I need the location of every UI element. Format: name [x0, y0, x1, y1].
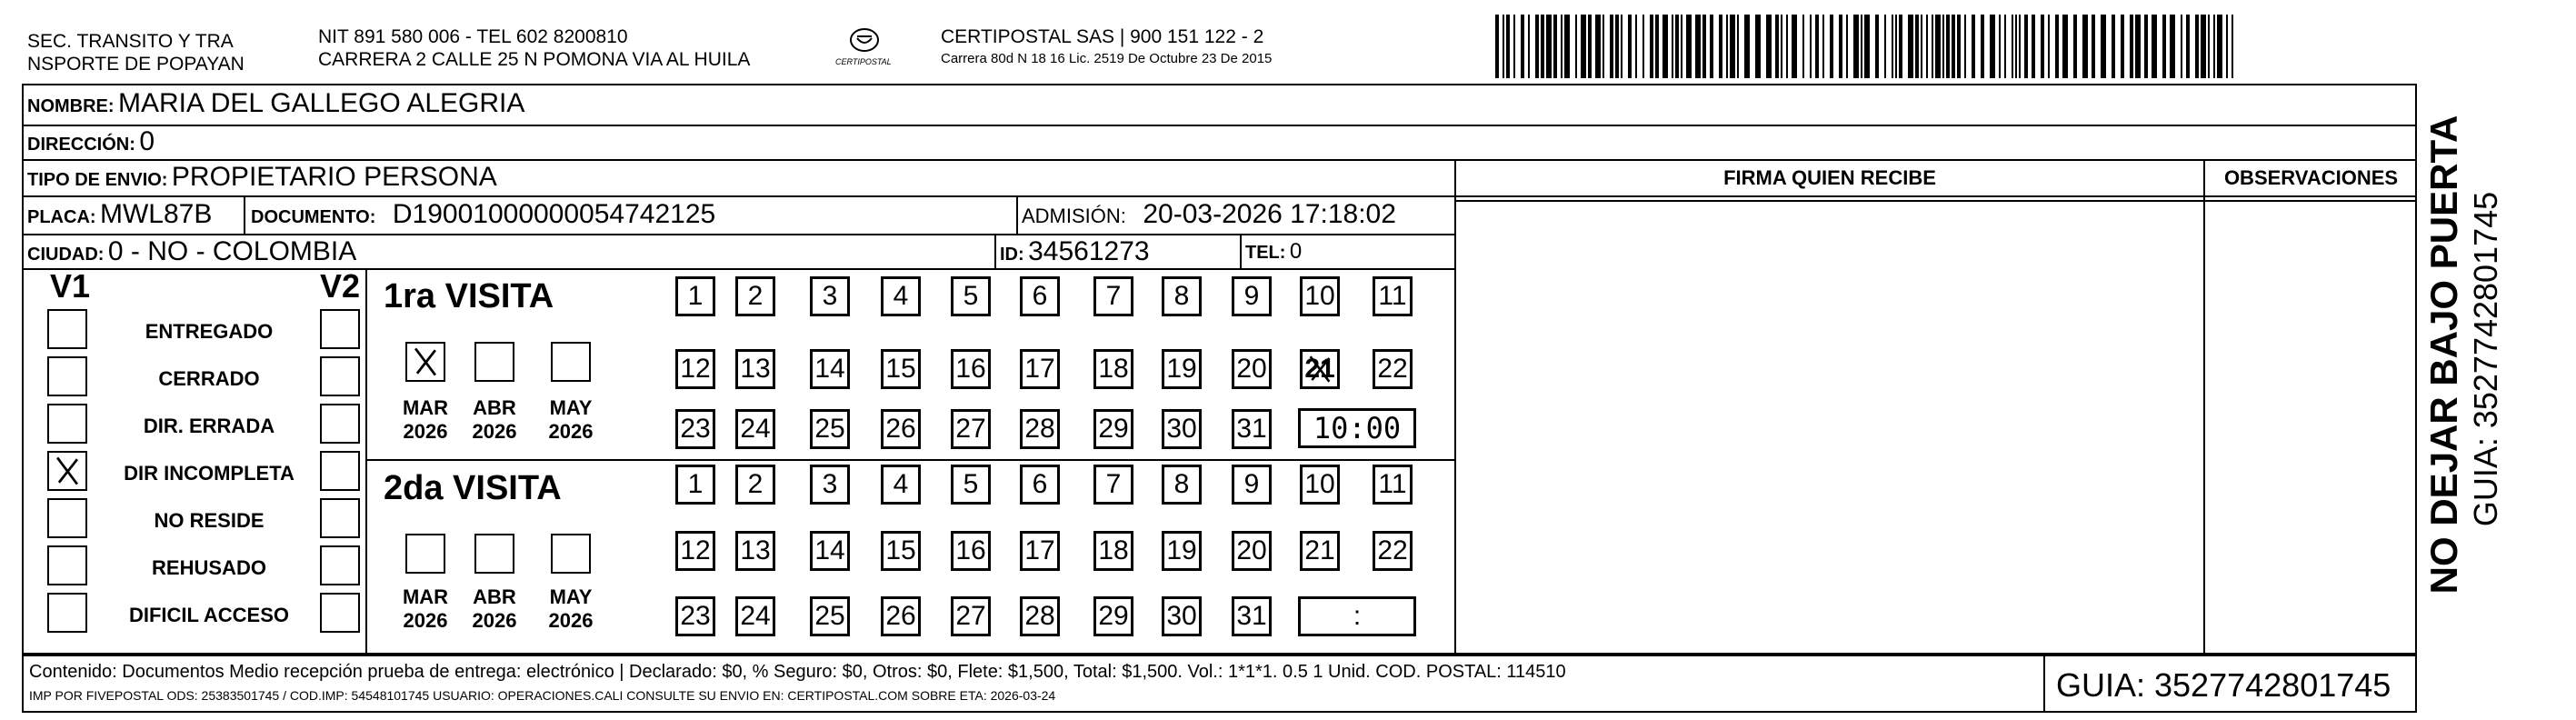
visit2-day-box[interactable]: 9 — [1232, 465, 1272, 505]
visit1-day-box[interactable]: 4 — [881, 276, 921, 316]
visit1-day-box[interactable]: 15 — [881, 349, 921, 389]
visit2-day-box[interactable]: 28 — [1020, 596, 1060, 636]
visit2-day-box[interactable]: 11 — [1373, 465, 1413, 505]
visit2-day-box[interactable]: 18 — [1093, 531, 1133, 571]
visit1-day-box[interactable]: 29 — [1093, 409, 1133, 449]
visit1-day-box[interactable]: 11 — [1373, 276, 1413, 316]
divider — [2203, 159, 2205, 655]
visit1-day-box[interactable]: 21 — [1300, 349, 1340, 389]
divider — [22, 159, 2417, 161]
visit1-day-box[interactable]: 3 — [810, 276, 850, 316]
visit1-day-box[interactable]: 28 — [1020, 409, 1060, 449]
nombre-field — [27, 88, 524, 124]
reason-label: CERRADO — [158, 367, 260, 390]
v1-checkbox[interactable] — [47, 593, 87, 633]
visit1-month-checkbox[interactable] — [405, 342, 445, 382]
tel-field — [1245, 236, 1302, 270]
visit1-month-checkbox[interactable] — [551, 342, 591, 382]
nit-line-2: CARRERA 2 CALLE 25 N POMONA VIA AL HUILA — [318, 49, 751, 70]
visit2-day-box[interactable]: 14 — [810, 531, 850, 571]
v2-checkbox[interactable] — [320, 309, 360, 349]
month-label: ABR 2026 — [472, 396, 517, 443]
tipo-envio-field — [27, 162, 497, 197]
reason-label: NO RESIDE — [154, 509, 265, 532]
barcode — [1495, 15, 2241, 78]
v2-checkbox[interactable] — [320, 356, 360, 396]
visit2-day-box[interactable]: 12 — [675, 531, 715, 571]
visit2-day-box[interactable]: 27 — [951, 596, 991, 636]
visit1-day-box[interactable]: 6 — [1020, 276, 1060, 316]
visit1-day-box[interactable]: 10 — [1300, 276, 1340, 316]
certipostal-logo — [832, 25, 923, 75]
visit1-time: 10:00 — [1298, 408, 1416, 448]
divider — [994, 234, 996, 268]
visit2-title: 2da VISITA — [384, 469, 562, 507]
divider — [1240, 234, 1242, 268]
visit2-day-box[interactable]: 29 — [1093, 596, 1133, 636]
month-label: MAR 2026 — [402, 585, 449, 632]
direccion-value: 0 — [139, 126, 155, 156]
visit1-day-box[interactable]: 26 — [881, 409, 921, 449]
visit2-day-box[interactable]: 5 — [951, 465, 991, 505]
v1-checkbox[interactable] — [47, 309, 87, 349]
admision-label: ADMISIÓN: — [1022, 205, 1126, 227]
visit2-day-box[interactable]: 31 — [1232, 596, 1272, 636]
visit2-day-box[interactable]: 17 — [1020, 531, 1060, 571]
visit2-day-box[interactable]: 2 — [735, 465, 775, 505]
divider — [22, 125, 2417, 126]
direccion-field — [27, 126, 155, 162]
company-line-1: CERTIPOSTAL SAS | 900 151 122 - 2 — [941, 26, 1264, 47]
visit2-time: : — [1298, 596, 1416, 636]
v1-checkbox[interactable] — [47, 498, 87, 538]
v2-checkbox[interactable] — [320, 593, 360, 633]
placa-label: PLACA: — [27, 207, 96, 227]
ciudad-value: 0 - NO - COLOMBIA — [107, 236, 357, 266]
visit1-month-checkbox[interactable] — [474, 342, 514, 382]
documento-value: D19001000000054742125 — [392, 199, 716, 229]
visit2-day-box[interactable]: 22 — [1373, 531, 1413, 571]
visit1-day-box[interactable]: 13 — [735, 349, 775, 389]
month-label: MAY 2026 — [548, 396, 594, 443]
nit-block — [318, 25, 750, 71]
visit2-day-box[interactable]: 30 — [1162, 596, 1202, 636]
visit1-day-box[interactable]: 1 — [675, 276, 715, 316]
v2-checkbox[interactable] — [320, 404, 360, 444]
id-value: 34561273 — [1028, 236, 1150, 266]
month-label: ABR 2026 — [472, 585, 517, 632]
visit2-day-box[interactable]: 20 — [1232, 531, 1272, 571]
logo-icon — [832, 25, 923, 75]
v2-checkbox[interactable] — [320, 451, 360, 491]
visit2-day-box[interactable]: 4 — [881, 465, 921, 505]
visit2-month-checkbox[interactable] — [551, 534, 591, 574]
visit1-day-box[interactable]: 14 — [810, 349, 850, 389]
admision-value: 20-03-2026 17:18:02 — [1143, 199, 1396, 229]
visit1-day-box[interactable]: 16 — [951, 349, 991, 389]
divider — [2043, 655, 2045, 713]
contenido-text: Contenido: Documentos Medio recepción prueba de entrega: electrónico | Declarado: $0, % Seguro: $0, Otros: $0, Flete: $1,500, Total: $1,500. Vol.: 1*1*1. 0.5 1 Unid. COD. POSTAL: 114510 — [29, 662, 1566, 682]
visit1-day-box[interactable]: 31 — [1232, 409, 1272, 449]
v1-label: V1 — [50, 267, 91, 305]
logo-text: CERTIPOSTAL — [835, 57, 892, 66]
visit2-day-box[interactable]: 8 — [1162, 465, 1202, 505]
visit2-day-box[interactable]: 25 — [810, 596, 850, 636]
visit1-day-box[interactable]: 8 — [1162, 276, 1202, 316]
visit2-day-box[interactable]: 10 — [1300, 465, 1340, 505]
reason-label: REHUSADO — [152, 556, 266, 579]
v1-checkbox[interactable] — [47, 451, 87, 491]
visit1-day-box[interactable]: 5 — [951, 276, 991, 316]
v2-checkbox[interactable] — [320, 545, 360, 585]
imp-text: IMP POR FIVEPOSTAL ODS: 25383501745 / COD.IMP: 54548101745 USUARIO: OPERACIONES.CALI CONSULTE SU ENVIO EN: CERTIPOSTAL.COM SOBRE ETA: 2026-03-24 — [29, 688, 1056, 703]
id-label: ID: — [1000, 245, 1024, 265]
visit1-day-box[interactable]: 27 — [951, 409, 991, 449]
visit1-day-box[interactable]: 17 — [1020, 349, 1060, 389]
visit2-month-checkbox[interactable] — [474, 534, 514, 574]
visit2-day-box[interactable]: 1 — [675, 465, 715, 505]
documento-field — [251, 199, 715, 235]
visit1-day-box[interactable]: 20 — [1232, 349, 1272, 389]
divider — [365, 268, 367, 655]
visit1-day-box[interactable]: 24 — [735, 409, 775, 449]
visit1-day-box[interactable]: 25 — [810, 409, 850, 449]
tel-label: TEL: — [1245, 243, 1286, 263]
visit1-day-box[interactable]: 19 — [1162, 349, 1202, 389]
visit1-day-box[interactable]: 22 — [1373, 349, 1413, 389]
tipo-envio-label: TIPO DE ENVIO: — [27, 170, 168, 190]
divider — [1016, 195, 1018, 234]
visit1-day-box[interactable]: 30 — [1162, 409, 1202, 449]
reason-label: DIR INCOMPLETA — [124, 462, 295, 485]
tel-value: 0 — [1289, 239, 1303, 264]
sender-line-1: SEC. TRANSITO Y TRA — [27, 31, 234, 52]
placa-field — [27, 199, 212, 235]
visit2-day-box[interactable]: 21 — [1300, 531, 1340, 571]
documento-label: DOCUMENTO: — [251, 207, 376, 227]
guia-footer: GUIA: 3527742801745 — [2056, 666, 2391, 704]
divider — [365, 459, 1455, 461]
month-label: MAY 2026 — [548, 585, 594, 632]
tipo-envio-value: PROPIETARIO PERSONA — [171, 162, 497, 192]
visit2-day-box[interactable]: 26 — [881, 596, 921, 636]
visit2-day-box[interactable]: 24 — [735, 596, 775, 636]
reason-label: DIFICIL ACCESO — [128, 604, 289, 626]
id-field — [1000, 236, 1150, 272]
visit2-day-box[interactable]: 13 — [735, 531, 775, 571]
visit1-day-box[interactable]: 7 — [1093, 276, 1133, 316]
side-guia: GUIA: 3527742801745 — [2467, 191, 2504, 527]
v1-checkbox[interactable] — [47, 545, 87, 585]
sender-line-2: NSPORTE DE POPAYAN — [27, 54, 245, 75]
reason-label: ENTREGADO — [145, 320, 274, 343]
visit1-title: 1ra VISITA — [384, 277, 554, 315]
month-label: MAR 2026 — [402, 396, 449, 443]
admision-field — [1022, 199, 1396, 235]
visit2-month-checkbox[interactable] — [405, 534, 445, 574]
observaciones-label: OBSERVACIONES — [2223, 166, 2399, 189]
visit2-day-box[interactable]: 16 — [951, 531, 991, 571]
visit1-day-box[interactable]: 2 — [735, 276, 775, 316]
direccion-label: DIRECCIÓN: — [27, 135, 135, 155]
divider — [1455, 200, 2417, 202]
nit-line-1: NIT 891 580 006 - TEL 602 8200810 — [318, 26, 628, 47]
divider — [1455, 195, 2417, 197]
divider — [1454, 159, 1456, 655]
visit1-day-box[interactable]: 9 — [1232, 276, 1272, 316]
company-block — [941, 25, 1272, 68]
v1-checkbox[interactable] — [47, 356, 87, 396]
side-warning: NO DEJAR BAJO PUERTA — [2422, 115, 2465, 595]
visit2-day-box[interactable]: 19 — [1162, 531, 1202, 571]
v2-label: V2 — [320, 267, 361, 305]
nombre-label: NOMBRE: — [27, 96, 115, 116]
v2-checkbox[interactable] — [320, 498, 360, 538]
company-line-2: Carrera 80d N 18 16 Lic. 2519 De Octubre 23 De 2015 — [941, 51, 1273, 66]
placa-value: MWL87B — [100, 199, 213, 229]
visit2-day-box[interactable]: 3 — [810, 465, 850, 505]
visit2-day-box[interactable]: 23 — [675, 596, 715, 636]
v1-checkbox[interactable] — [47, 404, 87, 444]
ciudad-label: CIUDAD: — [27, 245, 105, 265]
sender-block — [27, 30, 245, 75]
visit2-day-box[interactable]: 6 — [1020, 465, 1060, 505]
firma-label: FIRMA QUIEN RECIBE — [1723, 166, 1936, 189]
visit2-day-box[interactable]: 15 — [881, 531, 921, 571]
visit1-day-box[interactable]: 12 — [675, 349, 715, 389]
visit1-day-box[interactable]: 23 — [675, 409, 715, 449]
visit1-day-box[interactable]: 18 — [1093, 349, 1133, 389]
nombre-value: MARIA DEL GALLEGO ALEGRIA — [118, 88, 525, 118]
divider — [244, 195, 245, 234]
reason-label: DIR. ERRADA — [143, 415, 275, 437]
visit2-day-box[interactable]: 7 — [1093, 465, 1133, 505]
